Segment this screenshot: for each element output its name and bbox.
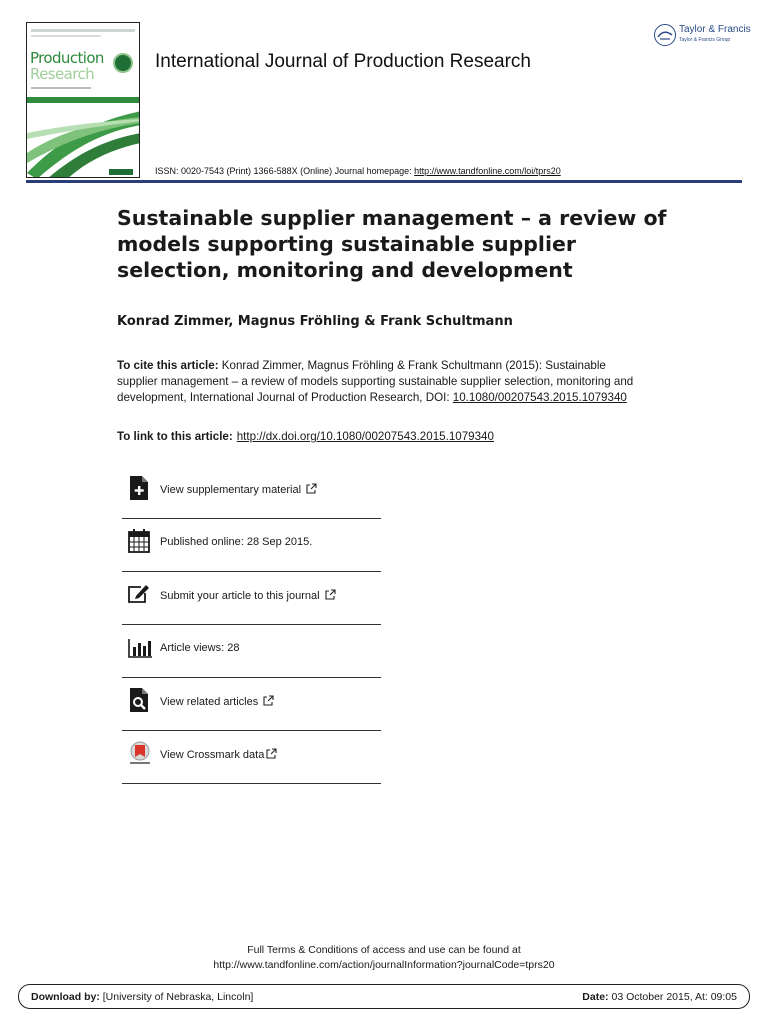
bar-chart-icon — [128, 635, 150, 659]
action-label: Submit your article to this journal — [160, 589, 336, 602]
external-link-icon — [266, 748, 277, 759]
action-view-supplementary[interactable] — [122, 466, 381, 519]
external-link-icon — [325, 589, 336, 600]
article-link-line — [117, 430, 494, 443]
cover-logo-line2: Research — [30, 65, 95, 83]
citation-text: Konrad Zimmer, Magnus Fröhling & Frank Schultmann (2015): Sustainable supplier management – a review of models supporting sustainable supplier selection, monitoring and development, International Journal of Production Research, DOI: — [117, 359, 634, 404]
action-label: View supplementary material — [160, 483, 317, 496]
publisher-name: Taylor & Francis — [679, 24, 751, 35]
journal-title: International Journal of Production Research — [155, 51, 532, 72]
cover-badge — [113, 53, 133, 73]
issn-text: ISSN: 0020-7543 (Print) 1366-588X (Online) Journal homepage: — [155, 166, 415, 176]
cover-decoration — [31, 35, 101, 37]
terms-url[interactable]: http://www.tandfonline.com/action/journalInformation?journalCode=tprs20 — [213, 959, 555, 971]
action-label: View Crossmark data — [160, 748, 277, 761]
issn-line — [155, 166, 561, 176]
search-document-icon — [128, 688, 150, 712]
action-label: Published online: 28 Sep 2015. — [160, 536, 313, 548]
terms-notice — [0, 943, 768, 973]
action-submit-article[interactable] — [122, 572, 381, 625]
supplementary-file-icon — [128, 476, 150, 500]
cover-logo-line1: Production — [30, 49, 104, 67]
cover-artwork — [27, 103, 140, 178]
citation-block — [117, 358, 647, 406]
action-view-related[interactable] — [122, 678, 381, 731]
action-published-online — [122, 519, 381, 572]
cover-decoration — [31, 29, 135, 32]
header-divider — [26, 180, 742, 183]
download-info-bar — [18, 984, 750, 1009]
download-by: Download by: [University of Nebraska, Lincoln] — [31, 991, 254, 1003]
external-link-icon — [263, 695, 274, 706]
publisher-group: Taylor & Francis Group — [679, 37, 731, 43]
action-label: View related articles — [160, 695, 274, 708]
crossmark-icon — [128, 741, 150, 765]
journal-homepage-link[interactable]: http://www.tandfonline.com/loi/tprs20 — [414, 166, 561, 176]
cover-decoration — [31, 87, 91, 89]
calendar-icon — [128, 529, 150, 553]
terms-line: Full Terms & Conditions of access and use can be found at — [247, 944, 521, 956]
article-link-label: To link to this article: — [117, 430, 233, 443]
publisher-emblem-icon — [654, 24, 676, 46]
action-article-views — [122, 625, 381, 678]
action-label: Article views: 28 — [160, 642, 240, 654]
article-title: Sustainable supplier management – a review of models supporting sustainable supplier selection, monitoring and development — [117, 206, 667, 282]
citation-doi-link[interactable]: 10.1080/00207543.2015.1079340 — [452, 391, 627, 404]
publisher-logo[interactable] — [654, 22, 751, 48]
article-doi-link[interactable]: http://dx.doi.org/10.1080/00207543.2015.1079340 — [236, 430, 494, 443]
edit-icon — [128, 582, 150, 606]
article-actions-list — [122, 466, 381, 784]
download-date: Date: 03 October 2015, At: 09:05 — [582, 991, 737, 1003]
action-view-crossmark[interactable] — [122, 731, 381, 784]
article-authors: Konrad Zimmer, Magnus Fröhling & Frank Schultmann — [117, 314, 513, 329]
citation-label: To cite this article: — [117, 359, 219, 372]
external-link-icon — [306, 483, 317, 494]
journal-cover-image — [26, 22, 140, 178]
